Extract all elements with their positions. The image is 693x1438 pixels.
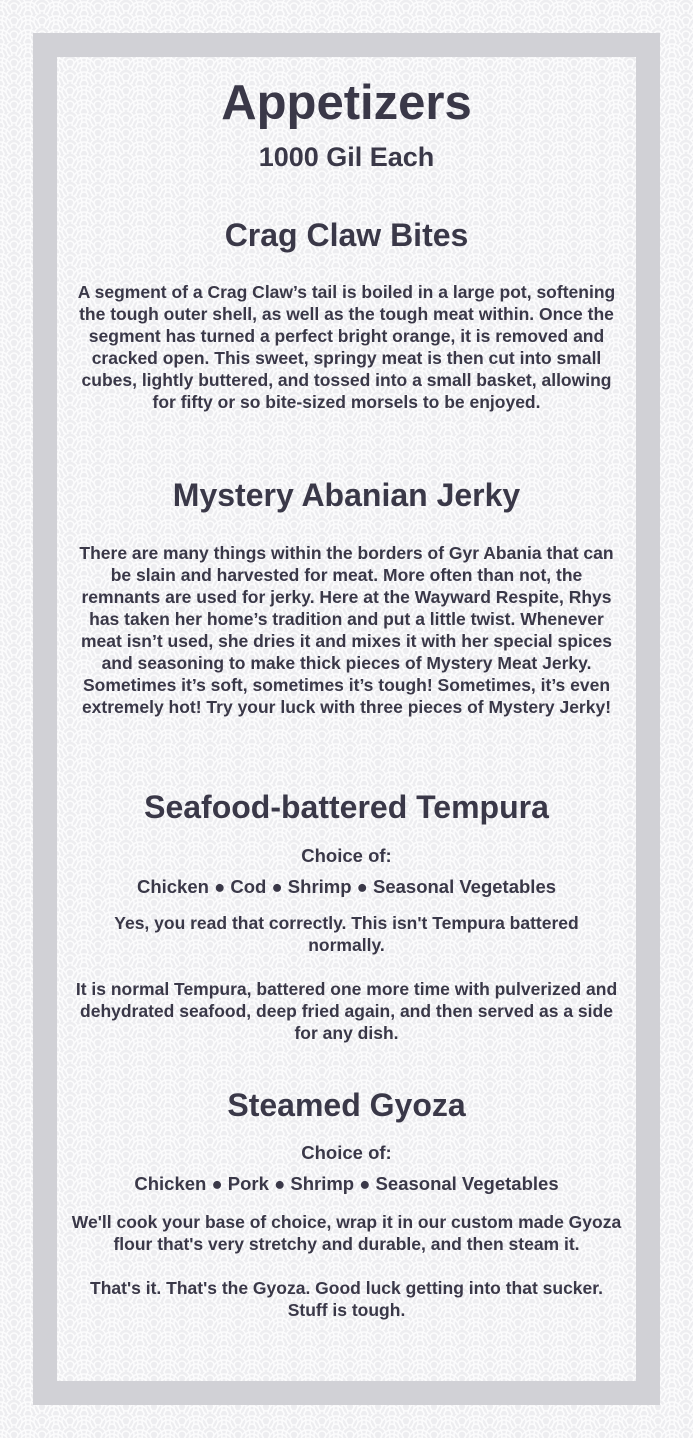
choice-label-tempura: Choice of:	[301, 845, 392, 866]
item-title-mystery-abanian-jerky: Mystery Abanian Jerky	[172, 477, 521, 513]
choice-options-gyoza: Chicken ● Pork ● Shrimp ● Seasonal Vegetables	[134, 1173, 559, 1194]
choice-label-gyoza: Choice of:	[301, 1142, 392, 1163]
item-description-crag-claw-bites: A segment of a Crag Claw’s tail is boiled in a large pot, softening the tough outer shell, as well as the tough meat within. Once the segment has turned a perfect bright orange, it is removed and cracked open. This sweet, springy meat is then cut into small cubes, lightly buttered, and tossed into a small basket, allowing for fifty or so bite-sized morsels to be enjoyed.	[77, 282, 616, 412]
item-title-crag-claw-bites: Crag Claw Bites	[224, 217, 469, 253]
item-description-tempura-2: It is normal Tempura, battered one more time with pulverized and dehydrated seafood, deep fried again, and then served as a side for any dish.	[75, 979, 618, 1043]
item-title-seafood-battered-tempura: Seafood-battered Tempura	[144, 789, 549, 825]
item-description-gyoza-2: That's it. That's the Gyoza. Good luck getting into that sucker. Stuff is tough.	[90, 1278, 603, 1320]
item-description-tempura-1: Yes, you read that correctly. This isn't Tempura battered normally.	[114, 913, 579, 955]
choice-options-tempura: Chicken ● Cod ● Shrimp ● Seasonal Vegetables	[136, 876, 557, 897]
item-description-gyoza-1: We'll cook your base of choice, wrap it in our custom made Gyoza flour that's very stretchy and durable, and then steam it.	[71, 1212, 622, 1254]
item-description-mystery-abanian-jerky: There are many things within the borders of Gyr Abania that can be slain and harvested for meat. More often than not, the remnants are used for jerky. Here at the Wayward Respite, Rhys has taken her home’s tradition and put a little twist. Whenever meat isn’t used, she dries it and mixes it with her special spices and seasoning to make thick pieces of Mystery Meat Jerky. Sometimes it’s soft, sometimes it’s tough! Sometimes, it’s even extremely hot! Try your luck with three pieces of Mystery Jerky!	[79, 543, 614, 717]
price-subtitle: 1000 Gil Each	[258, 142, 435, 172]
item-title-steamed-gyoza: Steamed Gyoza	[227, 1087, 466, 1123]
page-title: Appetizers	[221, 76, 472, 130]
